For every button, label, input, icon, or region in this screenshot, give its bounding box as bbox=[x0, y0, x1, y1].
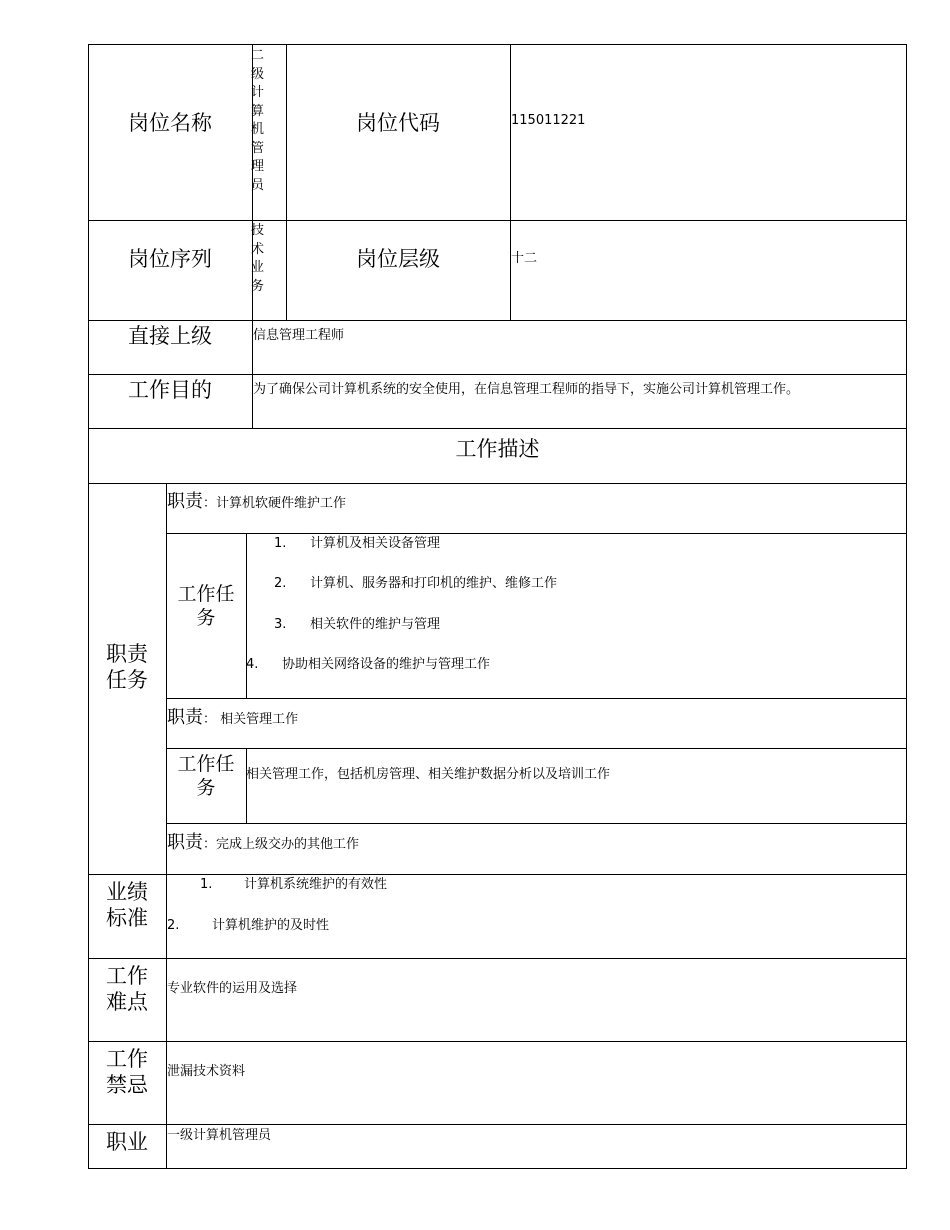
task-label-text: 工作任务 bbox=[177, 583, 235, 629]
task-item bbox=[246, 656, 490, 674]
performance-num: 2. bbox=[167, 918, 180, 933]
row-divider bbox=[88, 320, 907, 321]
post-level-value: 十二 bbox=[511, 251, 538, 266]
row-divider bbox=[88, 1041, 907, 1042]
duty-prefix: 职责 bbox=[167, 491, 203, 512]
career-text: 一级计算机管理员 bbox=[167, 1128, 272, 1143]
row-divider bbox=[166, 698, 907, 699]
row-divider bbox=[88, 1124, 907, 1125]
task-label-text: 工作任务 bbox=[177, 753, 235, 799]
task-text: 计算机及相关设备管理 bbox=[310, 536, 441, 551]
post-name-value: 二级计算机管理员 bbox=[251, 48, 265, 193]
task-num: 2. bbox=[274, 576, 287, 591]
task-num: 1. bbox=[274, 536, 287, 551]
duty-text: ：完成上级交办的其他工作 bbox=[203, 837, 360, 852]
row-divider bbox=[166, 823, 907, 824]
duties-section-label-text: 职责任务 bbox=[106, 642, 148, 692]
performance-num: 1. bbox=[200, 877, 213, 892]
post-name-label: 岗位名称 bbox=[128, 111, 212, 135]
difficulty-label-text: 工作难点 bbox=[106, 964, 148, 1014]
duty-prefix: 职责 bbox=[167, 707, 203, 728]
task-item bbox=[274, 575, 557, 593]
performance-item bbox=[200, 876, 387, 894]
post-series-value: 技术业务 bbox=[251, 223, 265, 294]
task-label-1 bbox=[166, 582, 246, 630]
superior-value: 信息管理工程师 bbox=[253, 328, 345, 343]
duties-section-label bbox=[88, 641, 166, 693]
table-border-bottom bbox=[88, 1168, 907, 1169]
purpose-label: 工作目的 bbox=[128, 378, 212, 402]
col-divider bbox=[246, 748, 247, 823]
task-num: 3. bbox=[274, 617, 287, 632]
performance-item bbox=[167, 917, 329, 935]
performance-label bbox=[88, 879, 166, 931]
duty-prefix: 职责 bbox=[167, 832, 203, 853]
row-divider bbox=[88, 428, 907, 429]
duty-text: ：计算机软硬件维护工作 bbox=[203, 496, 347, 511]
row-divider bbox=[88, 483, 907, 484]
taboo-label bbox=[88, 1046, 166, 1098]
duty-row-2 bbox=[167, 703, 298, 729]
post-code-label: 岗位代码 bbox=[356, 111, 440, 135]
duty-row-1 bbox=[167, 487, 346, 513]
duty-row-3 bbox=[167, 828, 359, 854]
table-border-top bbox=[88, 44, 907, 45]
task-label-2 bbox=[166, 752, 246, 800]
task-text: 相关管理工作，包括机房管理、相关维护数据分析以及培训工作 bbox=[246, 767, 611, 782]
col-divider bbox=[510, 44, 511, 320]
col-divider bbox=[286, 44, 287, 320]
task-item bbox=[274, 616, 440, 634]
row-divider bbox=[88, 220, 907, 221]
row-divider bbox=[88, 374, 907, 375]
duty-text: ： 相关管理工作 bbox=[203, 712, 299, 727]
row-divider bbox=[166, 533, 907, 534]
table-border-right bbox=[906, 44, 907, 1169]
row-divider bbox=[166, 748, 907, 749]
task-num: 4. bbox=[246, 657, 259, 672]
superior-label: 直接上级 bbox=[128, 324, 212, 348]
difficulty-text: 专业软件的运用及选择 bbox=[167, 981, 298, 996]
task-text: 相关软件的维护与管理 bbox=[310, 617, 441, 632]
taboo-label-text: 工作禁忌 bbox=[106, 1047, 148, 1097]
performance-text: 计算机系统维护的有效性 bbox=[244, 877, 388, 892]
task-item bbox=[274, 535, 440, 553]
task-text: 计算机、服务器和打印机的维护、维修工作 bbox=[310, 576, 558, 591]
taboo-text: 泄漏技术资料 bbox=[167, 1064, 246, 1079]
purpose-value: 为了确保公司计算机系统的安全使用，在信息管理工程师的指导下，实施公司计算机管理工作。 bbox=[253, 382, 800, 397]
post-series-label: 岗位序列 bbox=[128, 247, 212, 271]
post-level-label: 岗位层级 bbox=[356, 247, 440, 271]
post-code-value: 115011221 bbox=[511, 113, 586, 128]
task-text: 协助相关网络设备的维护与管理工作 bbox=[282, 657, 491, 672]
row-divider bbox=[88, 958, 907, 959]
performance-text: 计算机维护的及时性 bbox=[212, 918, 330, 933]
row-divider bbox=[88, 874, 907, 875]
career-label: 职业 bbox=[106, 1130, 148, 1154]
description-title: 工作描述 bbox=[455, 437, 540, 461]
difficulty-label bbox=[88, 963, 166, 1015]
performance-label-text: 业绩标准 bbox=[106, 880, 148, 930]
